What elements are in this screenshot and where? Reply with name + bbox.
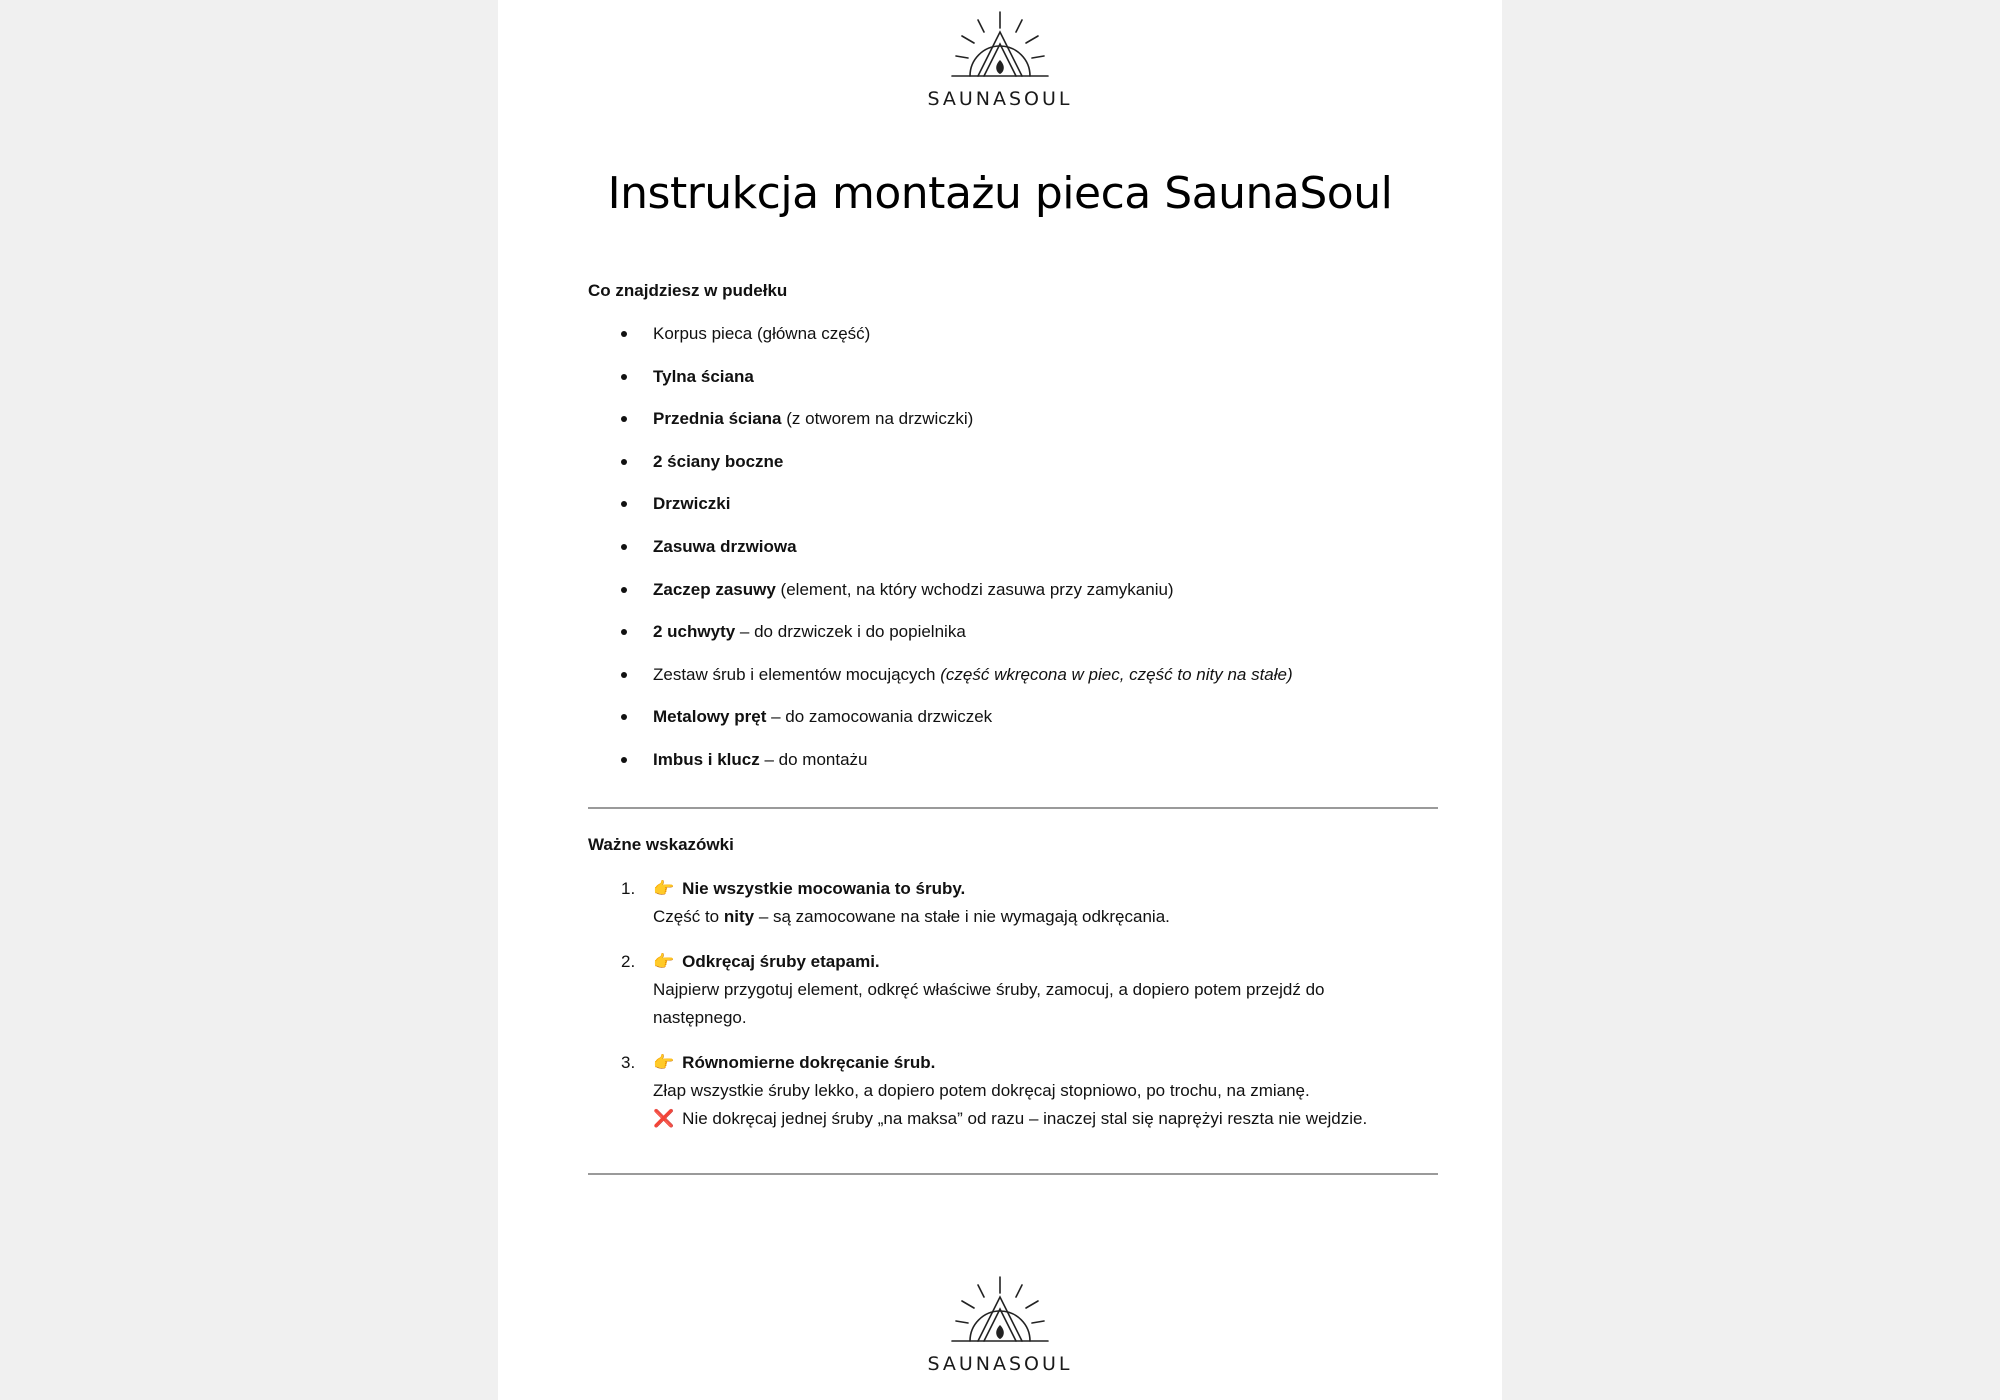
cross-mark-icon: ❌ — [653, 1109, 675, 1128]
box-item-name: Drzwiczki — [653, 494, 731, 514]
bullet-dot-icon — [621, 672, 627, 678]
box-item-note: (część wkręcona w piec, część to nity na stałe) — [940, 664, 1293, 684]
box-item — [588, 621, 1438, 664]
bullet-dot-icon — [621, 629, 627, 635]
tips-list — [588, 875, 1438, 1133]
bullet-dot-icon — [621, 587, 627, 593]
box-item-name: Tylna ściana — [653, 366, 754, 386]
footer-logo — [498, 1275, 1502, 1375]
tip-item — [588, 948, 1438, 1032]
bullet-dot-icon — [621, 757, 627, 763]
tip-text: Najpierw przygotuj element, odkręć właściwe śruby, zamocuj, a dopiero potem przejdź do następnego. — [653, 980, 1325, 1027]
tip-heading: Nie wszystkie mocowania to śruby. — [682, 879, 966, 898]
box-item — [588, 493, 1438, 536]
box-item-name: Zaczep zasuwy — [653, 579, 776, 599]
box-item-text: (element, na który wchodzi zasuwa przy zamykaniu) — [775, 579, 1174, 599]
box-item-text: – do montażu — [759, 749, 868, 769]
tip-text-bold: nity — [723, 907, 755, 926]
bullet-dot-icon — [621, 374, 627, 380]
box-item-text: – do zamocowania drzwiczek — [766, 707, 993, 727]
header-logo — [498, 10, 1502, 110]
box-item — [588, 749, 1438, 792]
box-item — [588, 536, 1438, 579]
box-item — [588, 579, 1438, 622]
box-item-text: Korpus pieca (główna część) — [653, 324, 871, 343]
tip-text: Część to — [653, 907, 724, 926]
bullet-dot-icon — [621, 331, 627, 337]
tip-item — [588, 875, 1438, 931]
section-heading-box: Co znajdziesz w pudełku — [588, 281, 788, 300]
logo-wordmark: SAUNASOUL — [927, 1353, 1073, 1375]
tip-number: 3. — [621, 1053, 636, 1072]
box-item — [588, 408, 1438, 451]
box-item-text: Zestaw śrub i elementów mocujących — [653, 664, 941, 684]
box-item — [588, 664, 1438, 707]
bullet-dot-icon — [621, 501, 627, 507]
document-page — [498, 0, 1502, 1400]
box-item — [588, 451, 1438, 494]
tip-item — [588, 1049, 1438, 1133]
box-item-name: 2 uchwyty — [653, 622, 736, 642]
document-title: Instrukcja montażu pieca SaunaSoul — [607, 168, 1393, 219]
bullet-dot-icon — [621, 544, 627, 550]
bullet-dot-icon — [621, 714, 627, 720]
divider-1 — [588, 807, 1438, 809]
box-item-text: (z otworem na drzwiczki) — [781, 409, 974, 429]
tip-heading: Równomierne dokręcanie śrub. — [682, 1053, 936, 1072]
box-item — [588, 366, 1438, 409]
tip-number: 2. — [621, 952, 636, 971]
tip-text: Złap wszystkie śruby lekko, a dopiero potem dokręcaj stopniowo, po trochu, na zmianę. — [653, 1081, 1310, 1100]
pointing-hand-icon: 👉 — [653, 952, 675, 971]
divider-2 — [588, 1173, 1438, 1175]
saunasoul-logo-icon — [950, 1275, 1050, 1351]
tip-heading: Odkręcaj śruby etapami. — [682, 952, 880, 971]
box-item — [588, 706, 1438, 749]
pointing-hand-icon: 👉 — [653, 1053, 675, 1072]
logo-wordmark: SAUNASOUL — [927, 88, 1073, 110]
tip-text-tail: – są zamocowane na stałe i nie wymagają odkręcania. — [754, 907, 1170, 926]
saunasoul-logo-icon — [950, 10, 1050, 86]
box-contents-section — [588, 281, 1438, 792]
bullet-dot-icon — [621, 416, 627, 422]
box-item — [588, 323, 1438, 366]
tip-number: 1. — [621, 879, 636, 898]
box-item-name: 2 ściany boczne — [653, 451, 784, 471]
box-item-name: Przednia ściana — [653, 409, 782, 429]
tip-warning: Nie dokręcaj jednej śruby „na maksa” od razu – inaczej stal się naprężyi reszta nie wejdzie. — [682, 1109, 1368, 1128]
box-contents-list — [588, 323, 1438, 792]
box-item-name: Imbus i klucz — [653, 749, 760, 769]
box-item-name: Zasuwa drzwiowa — [653, 536, 797, 556]
tips-section — [588, 835, 1438, 1133]
bullet-dot-icon — [621, 459, 627, 465]
pointing-hand-icon: 👉 — [653, 879, 675, 898]
box-item-name: Metalowy pręt — [653, 707, 767, 727]
box-item-text: – do drzwiczek i do popielnika — [735, 622, 966, 642]
section-heading-tips: Ważne wskazówki — [588, 835, 734, 854]
